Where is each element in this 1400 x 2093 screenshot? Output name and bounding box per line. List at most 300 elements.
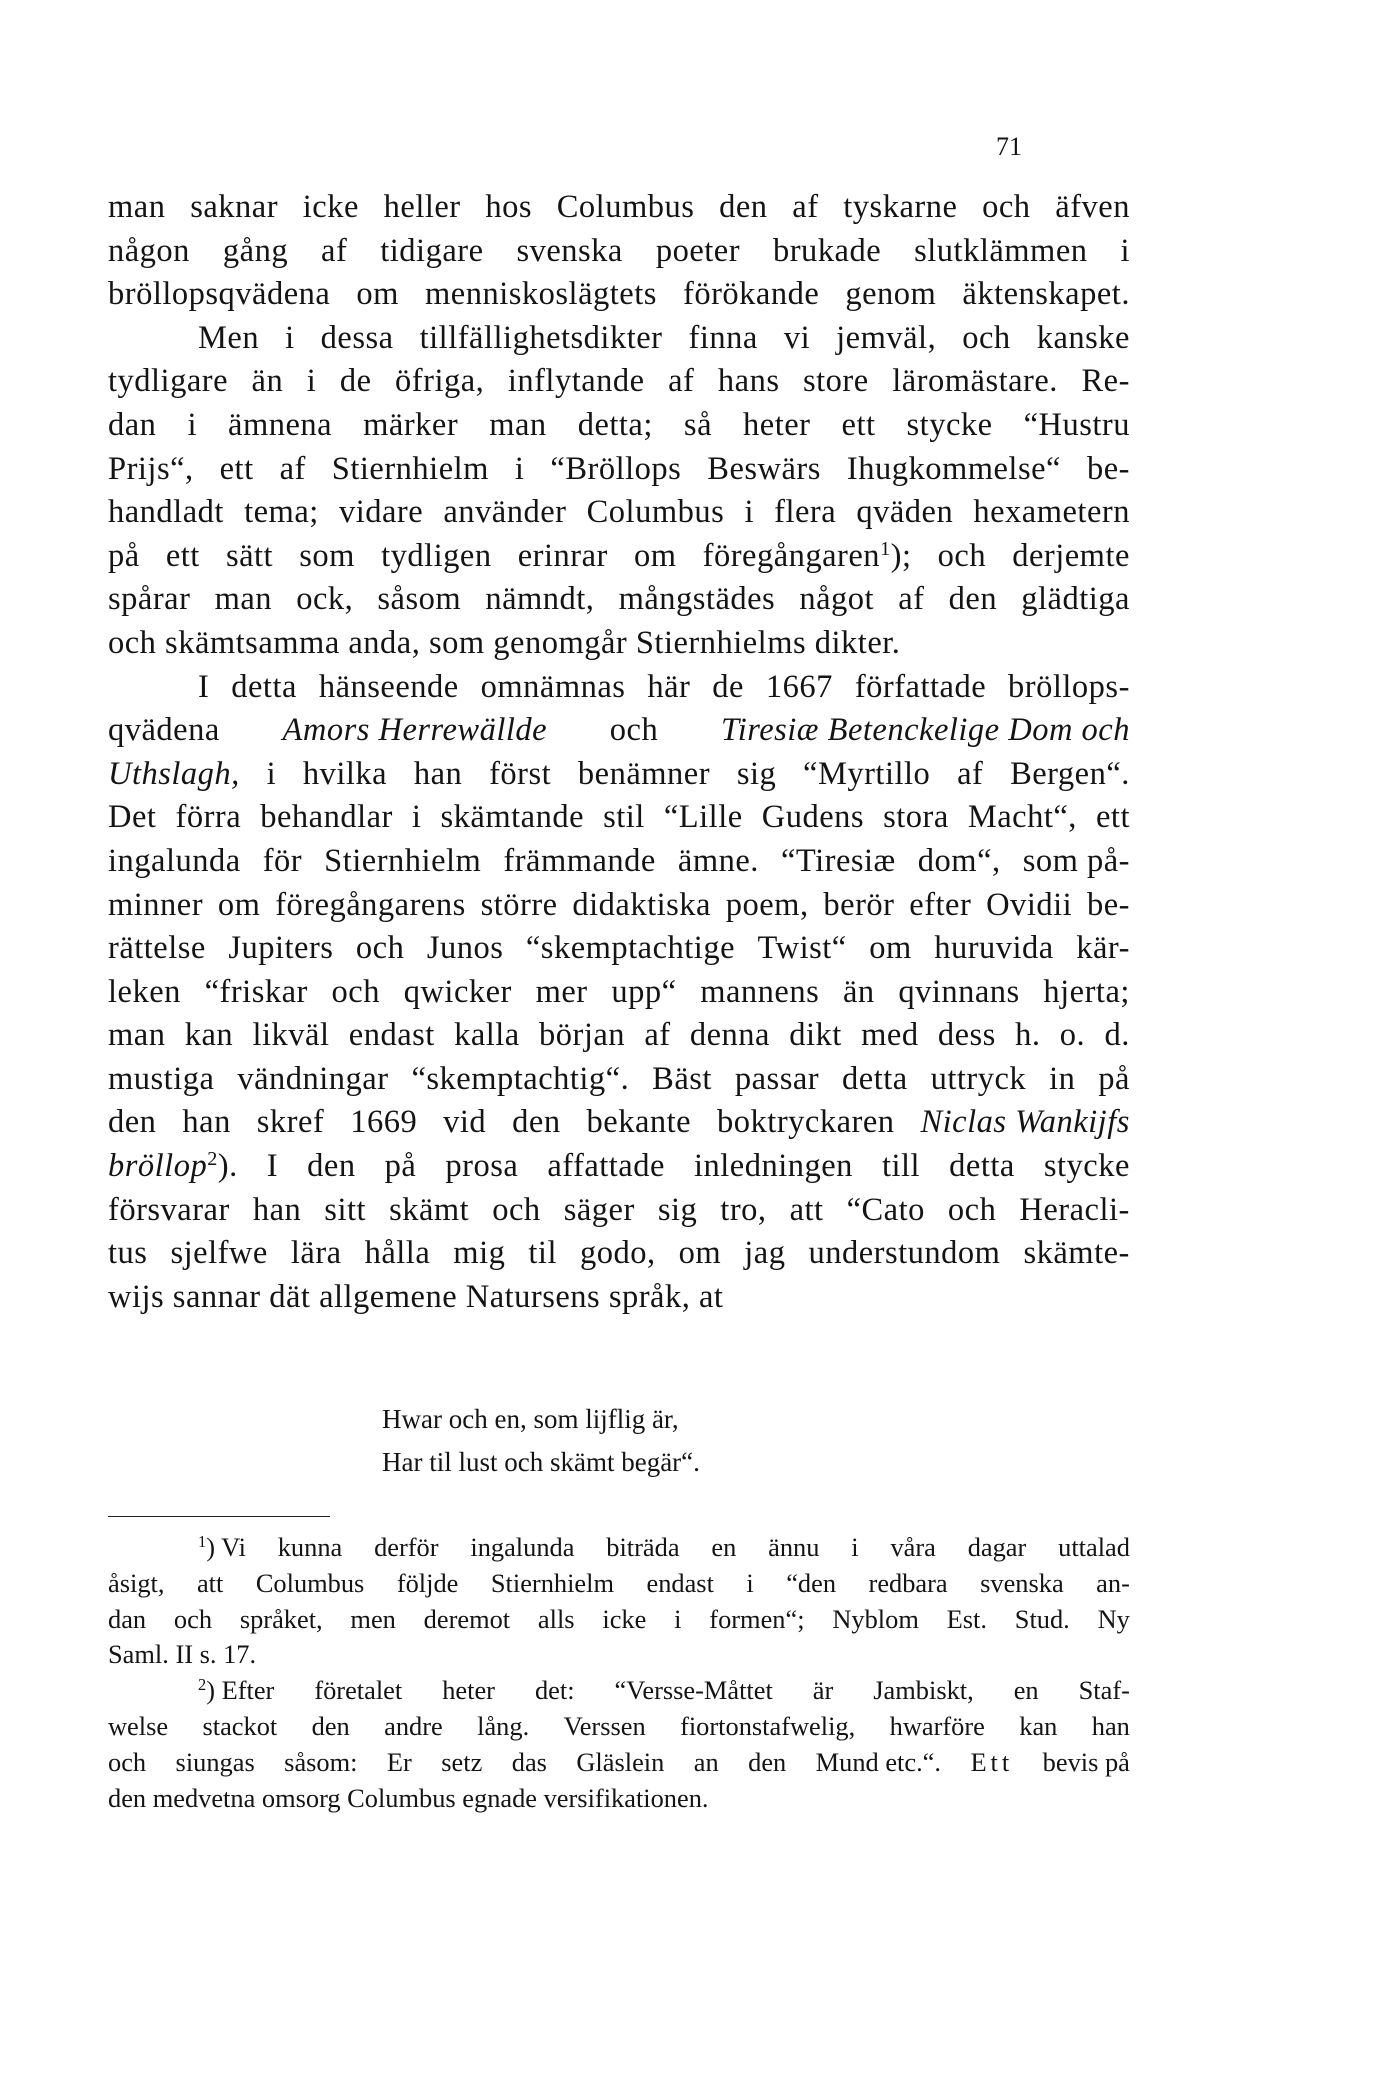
footnote-line-content: den medvetna omsorg Columbus egnade versifikationen. [108, 1782, 709, 1813]
word: qvinnans [898, 973, 1020, 1010]
word: Ihugkommelse“ [846, 450, 1061, 487]
word: “den [786, 1567, 837, 1598]
word: dessa [320, 319, 394, 356]
word: dan [108, 1603, 147, 1634]
word: derför [374, 1532, 439, 1562]
word: märker [363, 406, 459, 443]
word: vändningar [237, 1060, 389, 1097]
word: af [957, 755, 984, 792]
word: om [678, 1235, 722, 1272]
word: Columbus [586, 494, 725, 531]
word: qwicker [403, 973, 512, 1010]
word: i [746, 1567, 754, 1598]
word: stycke [1043, 1148, 1130, 1185]
word: i [266, 755, 277, 792]
word: försvarar [108, 1191, 230, 1228]
word: äktenskapet. [962, 276, 1130, 313]
word: menniskoslägtets [425, 276, 657, 313]
word: och [355, 930, 405, 967]
word: han [182, 1104, 231, 1141]
word: skämt [389, 1191, 470, 1228]
word: Macht“, [967, 799, 1077, 836]
word: är [812, 1675, 834, 1706]
word: heter [442, 1675, 495, 1706]
word: ett [219, 450, 254, 487]
word: o. [1059, 1017, 1086, 1054]
word: Bergen“. [1010, 755, 1130, 792]
word: Gudens [761, 799, 865, 836]
word: be- [1086, 886, 1130, 923]
word: hänseende [318, 668, 459, 705]
word: hwarföre [889, 1710, 985, 1741]
word: Staf- [1078, 1675, 1130, 1706]
word: dan [108, 406, 157, 443]
word: den [307, 1148, 356, 1185]
text-line [108, 1101, 1130, 1145]
word: man [489, 406, 547, 443]
word: dess [937, 1017, 996, 1054]
word: kan [184, 1017, 234, 1054]
word: och [962, 319, 1011, 356]
word: om [869, 930, 912, 967]
word: ämnena [228, 406, 333, 443]
text-line [108, 578, 1130, 622]
word: affattade [547, 1148, 665, 1185]
word: Prijs“, [108, 450, 194, 487]
word: benämner [577, 755, 711, 792]
word: tyskarne [843, 189, 958, 225]
word: godo, [580, 1235, 656, 1272]
word: andre [384, 1710, 443, 1741]
word: på [1098, 1060, 1130, 1097]
word: i [285, 319, 295, 356]
word: i [187, 406, 197, 443]
word: heter [743, 406, 811, 443]
word: tillfällighetsdikter [419, 319, 663, 356]
text-line [108, 709, 1130, 753]
word: men [350, 1603, 396, 1634]
word: bekante [586, 1104, 692, 1141]
word: Bäst [652, 1060, 712, 1097]
footnote-divider [108, 1516, 330, 1517]
word: och [609, 712, 659, 749]
text-line [108, 840, 1130, 884]
word: slutklämmen [914, 232, 1088, 269]
word: bevis på [1042, 1746, 1130, 1777]
word: de [339, 363, 372, 400]
page-number: 71 [996, 132, 1022, 161]
word: svenska [980, 1567, 1064, 1598]
word: och [947, 1191, 997, 1228]
footnote-line [108, 1673, 1130, 1709]
word: derjemte [1012, 537, 1130, 574]
word: rättelse [108, 930, 206, 967]
word: sig [657, 1191, 698, 1228]
footnote-line-content: Saml. II s. 17. [108, 1639, 257, 1670]
word: han [413, 755, 463, 792]
word: och [982, 189, 1031, 225]
text-line [108, 317, 1130, 361]
word: Beswärs [707, 450, 821, 487]
word: inledningen [693, 1148, 853, 1185]
word: d. [1104, 1017, 1130, 1054]
footnote-ref[interactable]: 2 [207, 1147, 218, 1170]
word: endast [646, 1567, 714, 1598]
word: till [881, 1148, 921, 1185]
word: Heracli- [1019, 1191, 1130, 1228]
word: om [356, 276, 399, 313]
text-line [108, 1058, 1130, 1102]
word: setz [441, 1746, 483, 1777]
word: den [948, 581, 998, 618]
word: detta [842, 1060, 908, 1097]
word: i [851, 1532, 859, 1562]
word: prosa [445, 1148, 519, 1185]
word: om [217, 886, 261, 923]
word-with-footnote-ref: föregångaren$^1$); [702, 537, 912, 574]
word: jemväl, [836, 319, 937, 356]
word: store [803, 363, 869, 400]
word: tydligare [108, 363, 229, 400]
word: qvädena [108, 712, 220, 749]
word: ett [165, 537, 200, 574]
word: passar [734, 1060, 820, 1097]
word: mannens [700, 973, 820, 1010]
word: leken [108, 973, 181, 1010]
word: Er [386, 1746, 412, 1777]
text-line [108, 360, 1130, 404]
word: kalla [454, 1017, 520, 1054]
work-title-tiresiae: Tiresiæ Betenckelige Dom och [720, 712, 1130, 749]
word: Stiernhielm [490, 1567, 614, 1598]
word: omnämnas [480, 668, 626, 705]
word: främmande [503, 842, 656, 879]
word: tro, [720, 1191, 767, 1228]
word: som [299, 537, 355, 574]
word: Re- [1081, 363, 1130, 400]
word: understundom [808, 1235, 1001, 1272]
word: erinrar [517, 537, 608, 574]
word: än [842, 973, 875, 1010]
word: den [719, 189, 768, 225]
footnote-marker: $^2$) Efter [198, 1675, 275, 1706]
word: af [792, 189, 819, 225]
word: den [512, 1104, 561, 1141]
word: endast [348, 1017, 435, 1054]
word: sig [736, 755, 777, 792]
word: icke [602, 1603, 647, 1634]
text-line-content: wijs sannar dät allgemene Natursens språk, at [108, 1278, 724, 1315]
footnote-line [108, 1781, 1130, 1817]
word: och [492, 1191, 541, 1228]
word: han [252, 1191, 302, 1228]
word: hos [485, 189, 533, 225]
word: “Tiresiæ [780, 842, 896, 879]
word: h. [1015, 1017, 1041, 1054]
footnote-line [108, 1530, 1130, 1566]
word: tema; [244, 494, 319, 531]
word: likväl [252, 1017, 330, 1054]
word: Columbus [556, 189, 695, 225]
word: redbara [868, 1567, 948, 1598]
text-line [108, 230, 1130, 274]
word: “friskar [204, 973, 308, 1010]
word: använder [443, 494, 567, 531]
word: svenska [516, 232, 623, 269]
word: såsom [377, 581, 462, 618]
word: föregångarens [275, 886, 466, 923]
verse-line: Har til lust och skämt begär“. [382, 1447, 700, 1477]
word: början [539, 1017, 626, 1054]
word: genom [845, 276, 937, 313]
word: ännu [768, 1532, 820, 1562]
word: skämte- [1023, 1235, 1130, 1272]
footnotes [108, 1530, 1130, 1816]
word: åsigt, [108, 1567, 165, 1598]
word: be- [1086, 450, 1130, 487]
footnote-line [108, 1745, 1130, 1781]
word: Jambiskt, [873, 1675, 974, 1706]
text-line [108, 884, 1130, 928]
word: an [693, 1746, 719, 1777]
word: uttalad [1058, 1532, 1130, 1562]
word: Det [108, 799, 157, 836]
word: tidigare [380, 232, 484, 269]
word: hålla [364, 1235, 431, 1272]
text-line [108, 1189, 1130, 1233]
word: läromästare. [892, 363, 1058, 400]
word: vid [443, 1104, 487, 1141]
word: dikt [789, 1017, 842, 1054]
word-with-footnote-ref: bröllop$^2$). [108, 1147, 238, 1185]
word: alls [537, 1603, 575, 1634]
word: berör [823, 886, 895, 923]
word: ock, [296, 581, 354, 618]
word: in [1049, 1060, 1076, 1097]
word: och [173, 1603, 213, 1634]
word: detta [231, 668, 297, 705]
word: på [108, 537, 140, 574]
word: först [489, 755, 552, 792]
word: Est. [946, 1603, 987, 1634]
word: förökande [683, 276, 820, 313]
word: såsom: [284, 1746, 358, 1777]
word: med [861, 1017, 919, 1054]
text-line [108, 1232, 1130, 1276]
word: och [108, 1746, 147, 1777]
word: Stiernhielm [331, 450, 489, 487]
word: 1667 [765, 668, 833, 705]
word: sjelfwe [170, 1235, 268, 1272]
word: flera [774, 494, 837, 531]
word: boktryckaren [717, 1104, 895, 1141]
text-line [108, 753, 1130, 797]
word: öfriga, [395, 363, 485, 400]
word: man [108, 1017, 166, 1054]
word: den [748, 1746, 787, 1777]
verse-quote [382, 1398, 700, 1484]
word: fiortonstafwelig, [680, 1710, 856, 1741]
word: poeter [655, 232, 741, 269]
word: “Myrtillo [803, 755, 931, 792]
word: skämtande [440, 799, 584, 836]
word: I [266, 1148, 279, 1185]
word: gång [222, 232, 289, 269]
word: skref [256, 1104, 325, 1141]
word: detta; [577, 406, 653, 443]
word: ämne. [677, 842, 759, 879]
word: så [683, 406, 712, 443]
word: deremot [423, 1603, 511, 1634]
text-line [108, 622, 1130, 666]
word: vidare [338, 494, 424, 531]
word: welse [108, 1710, 169, 1741]
word: dagar [967, 1532, 1027, 1562]
word: formen“; [709, 1603, 805, 1634]
word: uttryck [930, 1060, 1027, 1097]
word: an- [1096, 1567, 1130, 1598]
word: dom“, [917, 842, 1001, 879]
word: och [937, 537, 987, 574]
word: bröllopsqvädena [108, 276, 331, 313]
word: Stiernhielm [324, 842, 482, 879]
word: Ny [1097, 1603, 1130, 1634]
word: i [674, 1603, 682, 1634]
word: Men [198, 319, 260, 356]
work-title-uthslagh: Uthslagh, [108, 755, 240, 792]
word: våra [890, 1532, 936, 1562]
word: “Versse-Måttet [614, 1675, 773, 1706]
word: man [214, 581, 273, 618]
word: poem, [725, 886, 809, 923]
word: denna [689, 1017, 770, 1054]
word: Verssen [563, 1710, 646, 1741]
word: Junos [426, 930, 504, 967]
word: af [898, 581, 925, 618]
word: Mund etc.“. [815, 1746, 941, 1777]
word: Columbus [255, 1567, 365, 1598]
word: ingalunda [108, 842, 241, 879]
word: glädtiga [1021, 581, 1130, 618]
text-line [108, 186, 1130, 230]
word: mångstädes [618, 581, 776, 618]
word: mer [535, 973, 588, 1010]
word: någon [108, 232, 190, 269]
word: att [789, 1191, 824, 1228]
word: af [644, 1017, 671, 1054]
word: til [528, 1235, 557, 1272]
word: han [1091, 1710, 1130, 1741]
spaced-word: Ett [970, 1746, 1014, 1777]
word: i [411, 799, 422, 836]
word: den [311, 1710, 350, 1741]
word: behandlar [260, 799, 393, 836]
word: huruvida [934, 930, 1054, 967]
word: hans [717, 363, 780, 400]
word: das [511, 1746, 547, 1777]
word: säger [563, 1191, 635, 1228]
word: större [480, 886, 558, 923]
word: en [711, 1532, 737, 1562]
word: ingalunda [470, 1532, 575, 1562]
word: af [321, 232, 348, 269]
footnote-line [108, 1637, 1130, 1673]
word: icke [302, 189, 359, 225]
main-text [108, 186, 1130, 1319]
word: följde [396, 1567, 459, 1598]
word: att [196, 1567, 224, 1598]
word: stora [883, 799, 949, 836]
word: hexametern [973, 494, 1130, 531]
word: biträda [606, 1532, 680, 1562]
word: tus [108, 1235, 148, 1272]
word: sätt [225, 537, 274, 574]
word: Ovidii [986, 886, 1073, 923]
word: kär- [1076, 930, 1130, 967]
word: finna [688, 319, 758, 356]
word: man [108, 189, 166, 225]
footnote-ref[interactable]: 1 [880, 537, 891, 560]
word: af [279, 450, 306, 487]
word: 1669 [350, 1104, 418, 1141]
person-name-italic: Niclas Wankijfs [920, 1104, 1130, 1141]
word: inflytande [507, 363, 645, 400]
word: lära [290, 1235, 342, 1272]
word: i [744, 494, 754, 531]
word: upp“ [611, 973, 677, 1010]
word: Stud. [1014, 1603, 1070, 1634]
word: i [1120, 232, 1130, 269]
word: sitt [324, 1191, 367, 1228]
word: “skemptachtig“. [411, 1060, 630, 1097]
text-line [108, 1276, 1130, 1320]
word: spårar [108, 581, 191, 618]
text-line [108, 1014, 1130, 1058]
verse-line: Hwar och en, som lijflig är, [382, 1404, 679, 1434]
word: på [384, 1148, 417, 1185]
word: heller [383, 189, 461, 225]
word: en [1013, 1675, 1039, 1706]
footnote-line [108, 1602, 1130, 1638]
word: vi [783, 319, 811, 356]
word: språket, [239, 1603, 323, 1634]
word: det: [534, 1675, 575, 1706]
word: “Cato [846, 1191, 925, 1228]
footnote-line [108, 1709, 1130, 1745]
text-line [108, 535, 1130, 579]
word: didaktiska [572, 886, 711, 923]
text-line [108, 448, 1130, 492]
word: den [108, 1104, 157, 1141]
word: efter [909, 886, 972, 923]
word: ett [841, 406, 876, 443]
text-line [108, 491, 1130, 535]
word: ett [1095, 799, 1130, 836]
word: brukade [772, 232, 882, 269]
text-line [108, 273, 1130, 317]
word: företalet [314, 1675, 403, 1706]
word: för [262, 842, 303, 879]
word: jag [744, 1235, 786, 1272]
word: af [668, 363, 695, 400]
text-line-content: och skämtsamma anda, som genomgår Stiernhielms dikter. [108, 624, 901, 661]
word: “Hustru [1023, 406, 1130, 443]
word: “Bröllops [550, 450, 682, 487]
word: siungas [175, 1746, 255, 1777]
text-line [108, 1145, 1130, 1189]
word: kanske [1036, 319, 1130, 356]
word: tydligen [381, 537, 492, 574]
